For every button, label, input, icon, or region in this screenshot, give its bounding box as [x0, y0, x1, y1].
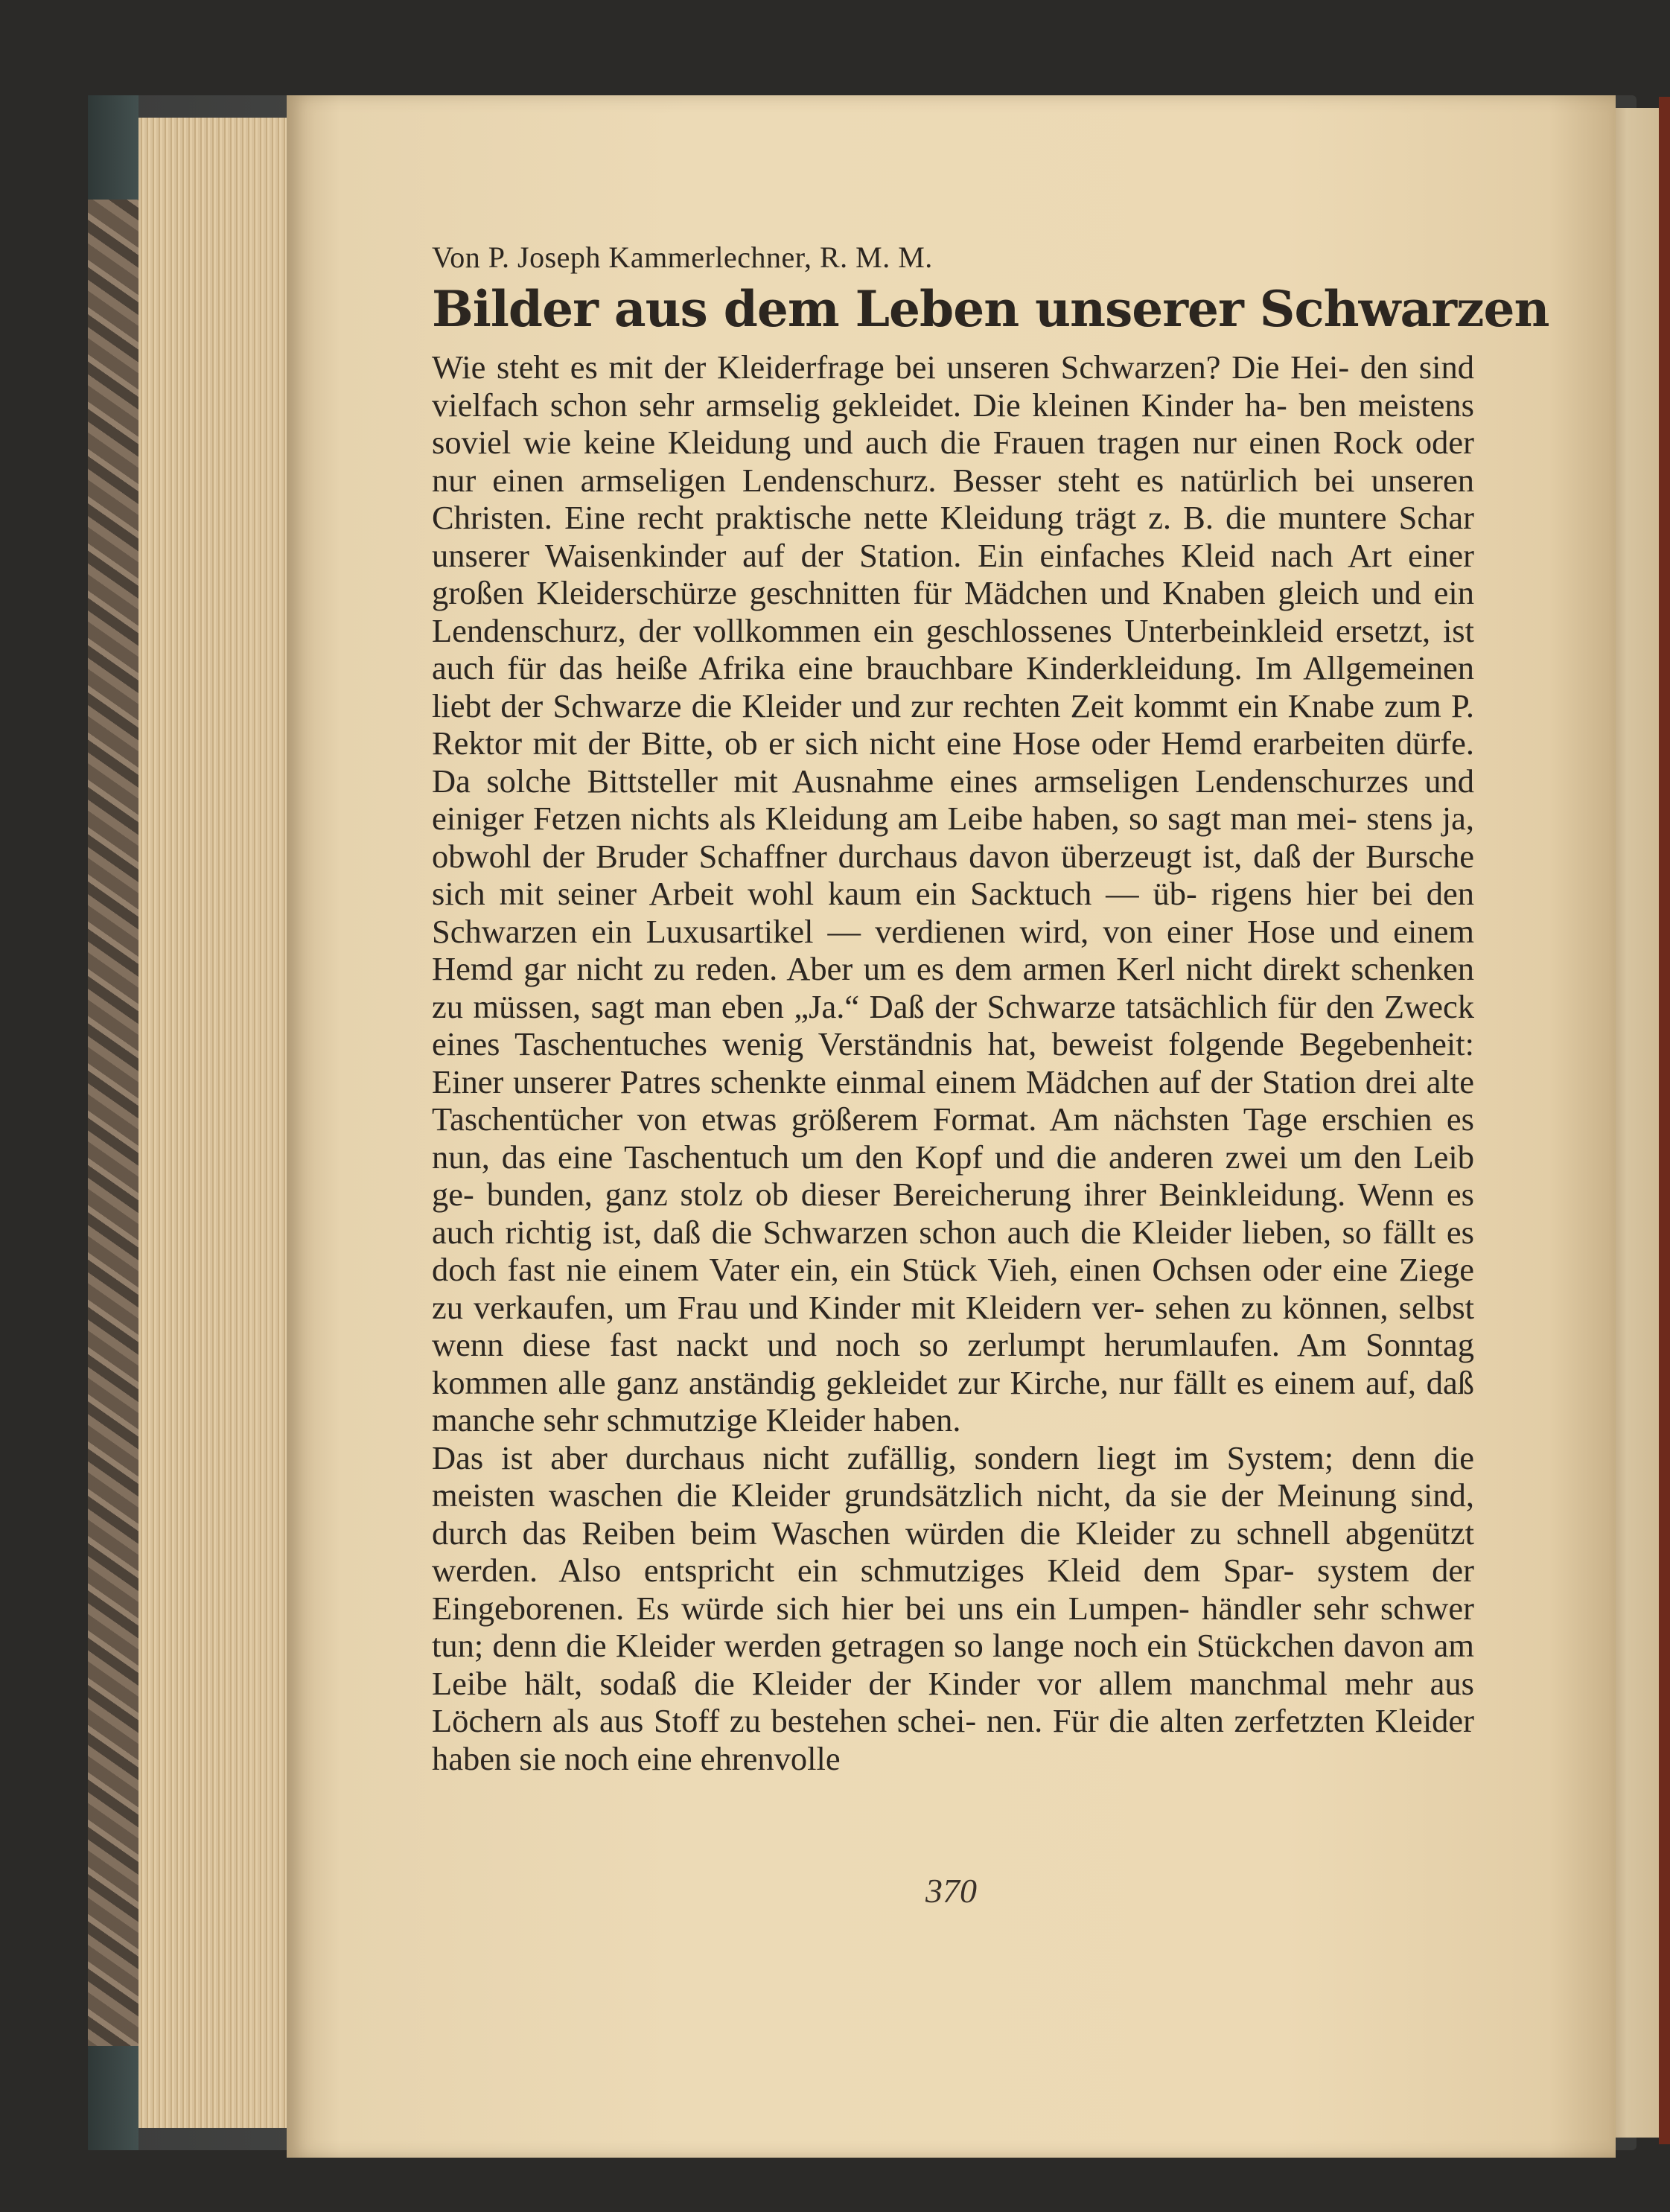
marbled-binding — [88, 95, 138, 2150]
article — [432, 238, 1549, 1777]
article-body — [432, 348, 1474, 1777]
leather-corner-top — [88, 95, 138, 200]
page-number: 370 — [925, 1872, 977, 1910]
page-edges-stack — [138, 118, 310, 2128]
leather-corner-bottom — [88, 2046, 138, 2150]
red-page-edge — [1659, 97, 1670, 2144]
article-byline: Von P. Joseph Kammerlechner, R. M. M. — [432, 240, 933, 274]
paragraph-2: Das ist aber durchaus nicht zufällig, sondern liegt im System; denn die meisten waschen die Kleider grundsätzlich nicht, da sie der Meinung sind, durch das Reiben beim Waschen würden die Kleider zu schnell abgenützt werden. Also entspricht ein schmutziges Kleid dem Spar- system der Eingeborenen. Es würde sich hier bei uns ein Lumpen- händler sehr schwer tun; denn die Kleider werden getragen so lange noch ein Stückchen davon am Leibe hält, sodaß die Kleider der Kinder vor allem manchmal mehr aus Löchern als aus Stoff zu bestehen schei- nen. Für die alten zerfetzten Kleider haben sie noch eine ehrenvolle — [432, 1438, 1474, 1777]
article-title: Bilder aus dem Leben unserer Schwarzen — [432, 280, 1549, 338]
paragraph-1: Wie steht es mit der Kleiderfrage bei unseren Schwarzen? Die Hei- den sind vielfach schon sehr armselig gekleidet. Die kleinen Kinder ha- ben meistens soviel wie keine Kleidung und auch die Frauen tragen nur einen Rock oder nur einen armseligen Lendenschurz. Besser steht es natürlich bei unseren Christen. Eine recht praktische nette Kleidung trägt z. B. die muntere Schar unserer Waisenkinder auf der Station. Ein einfaches Kleid nach Art einer großen Kleiderschürze geschnitten für Mädchen und Knaben gleich und ein Lendenschurz, der vollkommen ein geschlossenes Unterbeinkleid ersetzt, ist auch für das heiße Afrika eine brauchbare Kinderkleidung. Im Allgemeinen liebt der Schwarze die Kleider und zur rechten Zeit kommt ein Knabe zum P. Rektor mit der Bitte, ob er sich nicht eine Hose oder Hemd erarbeiten dürfe. Da solche Bittsteller mit Ausnahme eines armseligen Lendenschurzes und einiger Fetzen nichts als Kleidung am Leibe haben, so sagt man mei- stens ja, obwohl der Bruder Schaffner durchaus davon überzeugt ist, daß der Bursche sich mit seiner Arbeit wohl kaum ein Sacktuch — üb- rigens hier bei den Schwarzen ein Luxusartikel — verdienen wird, von einer Hose und einem Hemd gar nicht zu reden. Aber um es dem armen Kerl nicht direkt schenken zu müssen, sagt man eben „Ja.“ Daß der Schwarze tatsächlich für den Zweck eines Taschentuches wenig Verständnis hat, beweist folgende Begebenheit: Einer unserer Patres schenkte einmal einem Mädchen auf der Station drei alte Taschentücher von etwas größerem Format. Am nächsten Tage erschien es nun, das eine Taschentuch um den Kopf und die anderen zwei um den Leib ge- bunden, ganz stolz ob dieser Bereicherung ihrer Beinkleidung. Wenn es auch richtig ist, daß die Schwarzen schon auch die Kleider lieben, so fällt es doch fast nie einem Vater ein, ein Stück Vieh, einen Ochsen oder eine Ziege zu verkaufen, um Frau und Kinder mit Kleidern ver- sehen zu können, selbst wenn diese fast nackt und noch so zerlumpt herumlaufen. Am Sonntag kommen alle ganz anständig gekleidet zur Kirche, nur fällt es einem auf, daß manche sehr schmutzige Kleider haben. — [432, 348, 1474, 1438]
